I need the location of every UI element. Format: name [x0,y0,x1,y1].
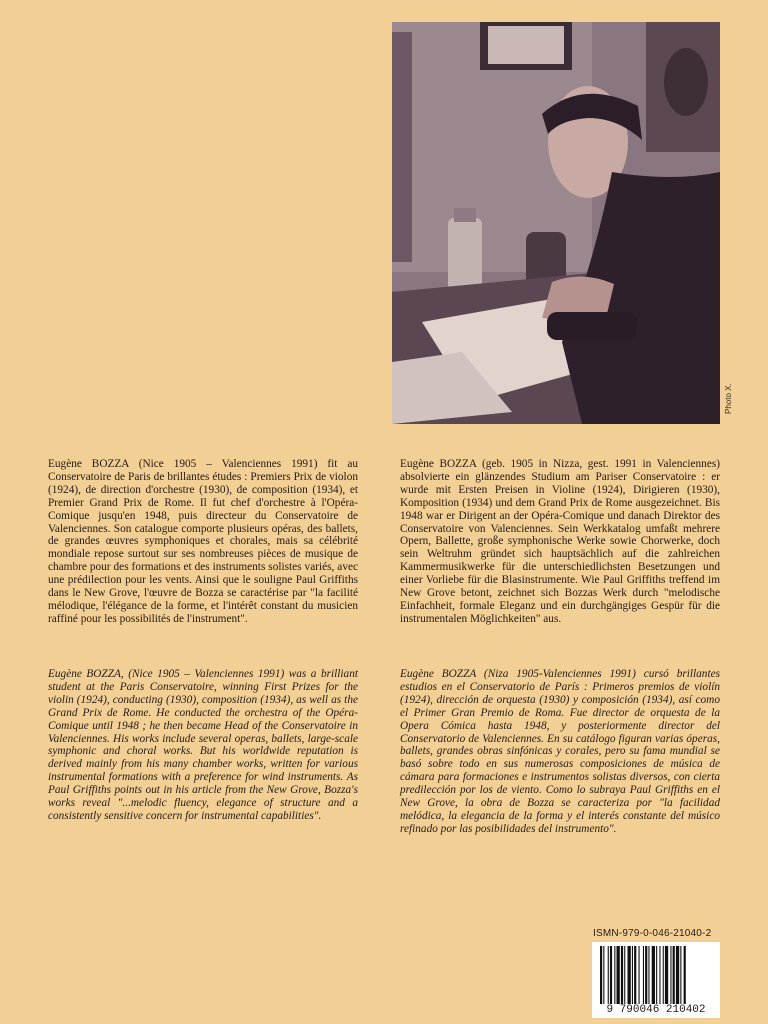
barcode-bar [670,946,671,1004]
barcode-bar [663,946,664,1004]
bio-french: Eugène BOZZA (Nice 1905 – Valenciennes 1991) fit au Conservatoire de Paris de brillantes études : Premiers Prix de violon (1924), de direction d'orchestre (1930), de composition (1934), et Premier Grand Prix de Rome. Il fut chef d'orchestre à l'Opéra-Comique jusqu'en 1948, puis directeur du Conservatoire de Valenciennes. Son catalogue comporte plusieurs opéras, des ballets, de grandes œuvres symphoniques et chorales, mais sa célébrité mondiale repose surtout sur ses nombreuses pièces de musique de chambre pour des formations et des instruments solistes variés, avec une prédilection pour les vents. Ainsi que le souligne Paul Griffiths dans le New Grove, l'œuvre de Bozza se caractérise par "la facilité mélodique, l'élégance de la forme, et l'intérêt constant du musicien raffiné pour les possibilités de l'instrument". [48,458,358,625]
barcode-bar [603,946,604,1004]
barcode [592,942,720,1018]
barcode-bar [634,946,636,1004]
barcode-bar [673,946,675,1004]
bio-german: Eugène BOZZA (geb. 1905 in Nizza, gest. 1991 in Valenciennes) absolvierte ein glänzendes Studium am Pariser Conservatoire : er wurde mit Ersten Preisen in Violine (1924), Dirigieren (1930), Komposition (1934) und dem Grand Prix de Rome ausgezeichnet. Bis 1948 war er Dirigent an der Opéra-Comique und danach Direktor des Conservatoire von Valenciennes. Sein Werkkatalog umfaßt mehrere Opern, Ballette, große symphonische Werke sowie Chorwerke, doch sein Weltruhm gründet sich hauptsächlich auf die zahlreichen Kammermusikwerke für die unterschiedlichsten Besetzungen und einer Vorliebe für die Blasinstrumente. Wie Paul Griffiths treffend im New Grove betont, zeichnet sich Bozzas Werk durch "melodische Einfachheit, formale Eleganz und ein durchgängiges Gespür für die instrumentalen Möglichkeiten" aus. [400,458,720,625]
barcode-bar [684,946,686,1004]
barcode-bar [643,946,644,1004]
composer-photo [392,22,720,424]
barcode-bar [676,946,679,1004]
barcode-bar [632,946,633,1004]
barcode-digits: 9 790046 210402 [606,1004,706,1016]
barcode-bar [624,946,625,1004]
bio-english: Eugène BOZZA, (Nice 1905 – Valenciennes 1991) was a brilliant student at the Paris Conservatoire, winning First Prizes for the violin (1924), conducting (1930), composition (1934), as well as the Grand Prix de Rome. He conducted the orchestra of the Opéra-Comique until 1948 ; he then became Head of the Conservatoire in Valenciennes. His works include several operas, ballets, large-scale symphonic and choral works. But his worldwide reputation is derived mainly from his many chamber works, written for various instrumental formations with a preference for wind instruments. As Paul Griffiths points out in his article from the New Grove, Bozza's works reveal "...melodic fluency, elegance of structure and a consistently sensitive concern for instrumental capabilities". [48,668,358,822]
barcode-bar [639,946,640,1004]
barcode-bar [608,946,609,1004]
barcode-bar [665,946,668,1004]
barcode-bar [648,946,649,1004]
bio-spanish: Eugène BOZZA (Niza 1905-Valenciennes 1991) cursó brillantes estudios en el Conservatorio de París : Primeros premios de violín (1924), dirección de orquesta (1930) y composición (1934), así como el Primer Gran Premio de Roma. Fue director de orquesta de la Opera Cómica hasta 1948, y posteriormente director del Conservatorio de Valenciennes. En su catálogo figuran varias óperas, ballets, grandes obras sinfónicas y corales, pero su fama mundial se basó sobre todo en sus numerosas composiciones de música de cámara para formaciones e instrumentos solistas diversos, con cierta predilección por los de viento. Como lo subraya Paul Griffiths en el New Grove, la obra de Bozza se caracteriza por "la facilidad melódica, la elegancia de la forma y el interés constante del músico refinado por las posibilidades del instrumento". [400,668,720,835]
barcode-bar [659,946,660,1004]
barcode-bar [656,946,657,1004]
barcode-bar [645,946,647,1004]
barcode-bar [614,946,615,1004]
barcode-bar [617,946,620,1004]
barcode-bar [652,946,655,1004]
barcode-bar [680,946,681,1004]
photo-credit: Photo X. [724,383,733,414]
barcode-bar [610,946,612,1004]
barcode-bar [628,946,631,1004]
barcode-bar [621,946,623,1004]
ismn-number: ISMN-979-0-046-21040-2 [593,928,712,939]
barcode-bar [600,946,602,1004]
